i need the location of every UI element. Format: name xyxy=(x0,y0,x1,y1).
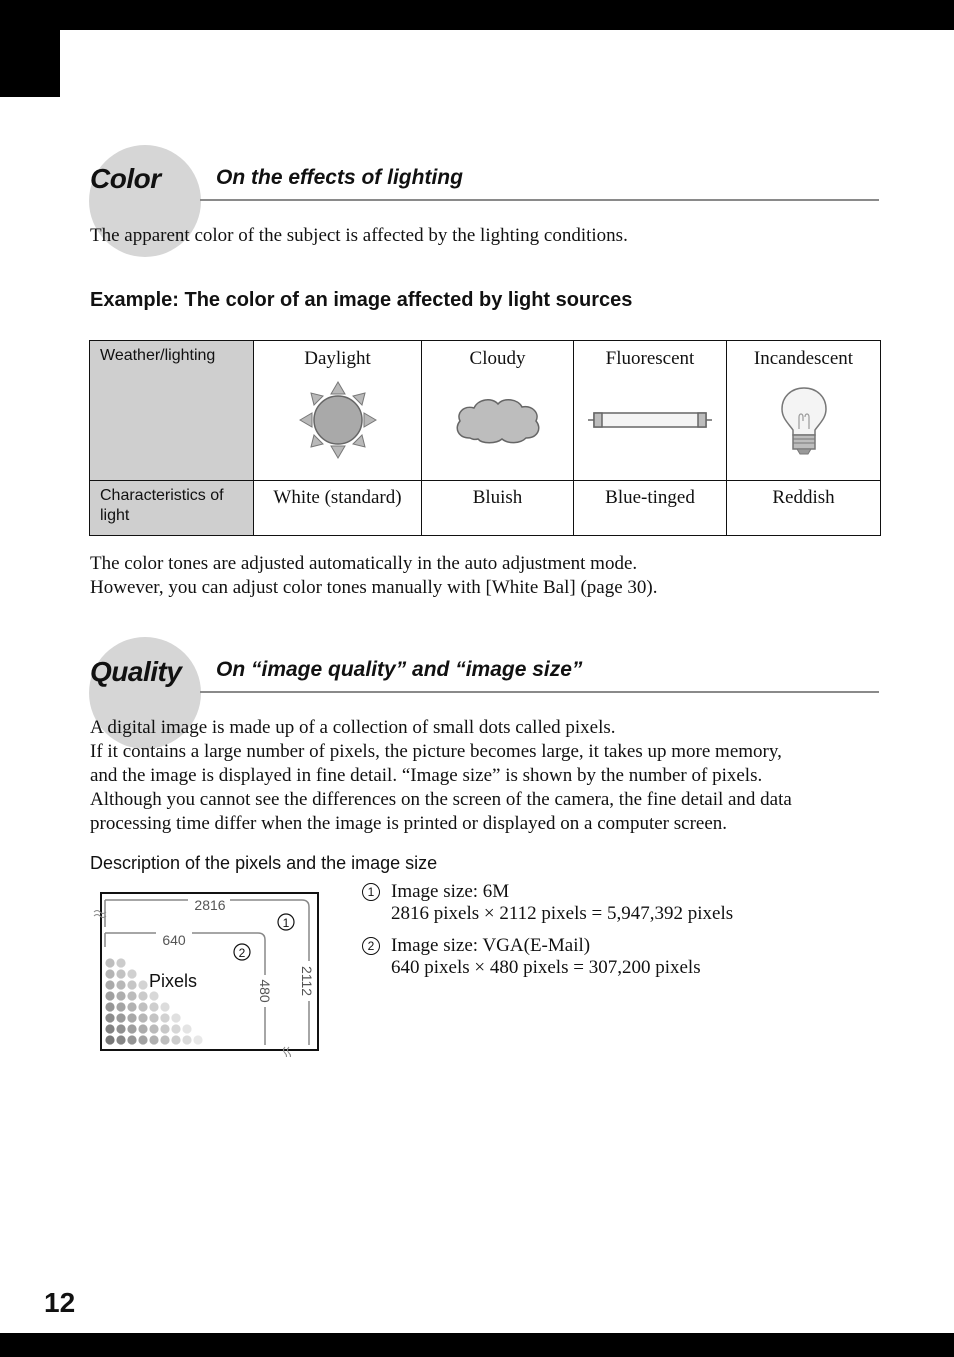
pixel-dot xyxy=(127,1002,136,1011)
pixel-dot xyxy=(149,1035,158,1044)
legend-2-line1: Image size: VGA(E-Mail) xyxy=(391,935,591,956)
height-large-label: 2112 xyxy=(299,965,315,997)
pixel-dot xyxy=(127,1013,136,1022)
daylight-label: Daylight xyxy=(304,348,371,369)
pixel-dot xyxy=(182,1035,191,1044)
pixel-dot xyxy=(116,969,125,978)
pixel-dot xyxy=(138,991,147,1000)
pixel-dot xyxy=(127,980,136,989)
daylight-column xyxy=(254,341,422,481)
quality-line4: Although you cannot see the differences on the screen of the camera, the fine detail and data xyxy=(90,789,792,810)
fluorescent-characteristic: Blue-tinged xyxy=(605,487,695,508)
pixel-dot xyxy=(127,1035,136,1044)
pixel-dot xyxy=(149,1024,158,1033)
color-intro: The apparent color of the subject is affected by the lighting conditions. xyxy=(90,225,628,246)
pixel-dot xyxy=(160,1013,169,1022)
pixel-dot xyxy=(160,1002,169,1011)
quality-paragraph xyxy=(90,716,880,836)
pixel-dot xyxy=(105,969,114,978)
color-section-rule xyxy=(200,199,879,201)
pixel-dot xyxy=(116,1013,125,1022)
light-bulb-icon xyxy=(777,385,831,455)
pixel-dot xyxy=(105,1035,114,1044)
pixel-dot xyxy=(193,1035,202,1044)
pixel-dot xyxy=(116,980,125,989)
legend-1-number: 1 xyxy=(362,883,380,901)
color-note-line2: However, you can adjust color tones manually with [White Bal] (page 30). xyxy=(90,577,658,598)
pixel-dot xyxy=(105,991,114,1000)
pixel-dot xyxy=(160,1024,169,1033)
pixel-dot xyxy=(171,1035,180,1044)
pixel-dot xyxy=(171,1024,180,1033)
incandescent-column xyxy=(727,341,881,481)
page-tab-marker xyxy=(0,30,60,97)
width-small-label: 640 xyxy=(162,932,186,948)
quality-section-title: Quality xyxy=(90,656,182,687)
pixel-dot xyxy=(138,980,147,989)
pixel-dot xyxy=(116,1002,125,1011)
lighting-table xyxy=(89,340,881,536)
diagram-title: Description of the pixels and the image size xyxy=(90,853,438,873)
pixel-dot xyxy=(160,1035,169,1044)
pixel-dot xyxy=(105,980,114,989)
pixel-dot xyxy=(138,1002,147,1011)
marker-2-label: 2 xyxy=(238,946,246,960)
pixel-dot xyxy=(105,1013,114,1022)
height-small-label: 480 xyxy=(257,979,273,1003)
incandescent-label: Incandescent xyxy=(753,348,854,369)
daylight-characteristic: White (standard) xyxy=(273,487,402,508)
quality-section-rule xyxy=(200,691,879,693)
legend-1-line2: 2816 pixels × 2112 pixels = 5,947,392 pixels xyxy=(391,903,734,924)
cloudy-label: Cloudy xyxy=(469,348,526,369)
legend-item-2 xyxy=(362,935,701,979)
incandescent-characteristic: Reddish xyxy=(772,487,835,508)
color-note xyxy=(90,552,658,600)
quality-line3: and the image is displayed in fine detail. “Image size” is shown by the number of pixels. xyxy=(90,765,763,786)
pixel-dot xyxy=(116,1024,125,1033)
pixel-dot xyxy=(149,991,158,1000)
pixel-dot xyxy=(171,1013,180,1022)
pixel-dot xyxy=(116,958,125,967)
cloud-icon xyxy=(452,394,544,446)
example-title: Example: The color of an image affected by light sources xyxy=(90,289,633,311)
legend-2-line2: 640 pixels × 480 pixels = 307,200 pixels xyxy=(391,957,701,978)
pixel-dot xyxy=(138,1024,147,1033)
pixel-dot xyxy=(127,1024,136,1033)
cloudy-column xyxy=(422,341,574,481)
pixels-label: Pixels xyxy=(149,971,198,991)
pixel-dot xyxy=(127,969,136,978)
quality-line1: A digital image is made up of a collection of small dots called pixels. xyxy=(90,717,616,738)
pixel-dot xyxy=(149,1013,158,1022)
pixel-dot xyxy=(149,1002,158,1011)
legend-1-line1: Image size: 6M xyxy=(391,881,510,902)
page-number: 12 xyxy=(44,1287,76,1318)
cloudy-characteristic: Bluish xyxy=(472,487,523,508)
quality-section-subtitle: On “image quality” and “image size” xyxy=(216,658,583,681)
width-large-label: 2816 xyxy=(194,897,226,913)
fluorescent-label: Fluorescent xyxy=(605,348,695,369)
legend-2-number: 2 xyxy=(362,937,380,955)
pixel-dot xyxy=(105,958,114,967)
top-bar xyxy=(0,0,954,30)
color-section-title: Color xyxy=(90,163,161,194)
quality-line5: processing time differ when the image is printed or displayed on a computer screen. xyxy=(90,813,728,834)
bottom-bar xyxy=(0,1333,954,1357)
weather-lighting-header: Weather/lighting xyxy=(90,341,254,481)
color-note-line1: The color tones are adjusted automatically in the auto adjustment mode. xyxy=(90,553,638,574)
fluorescent-tube-icon xyxy=(588,410,712,430)
pixel-dot xyxy=(182,1024,191,1033)
pixel-dot xyxy=(105,1002,114,1011)
pixel-dot xyxy=(105,1024,114,1033)
pixel-dot xyxy=(138,1035,147,1044)
pixel-size-diagram xyxy=(90,887,330,1057)
characteristics-header: Characteristics of light xyxy=(90,481,254,536)
pixel-dot xyxy=(138,1013,147,1022)
pixel-dot xyxy=(116,991,125,1000)
quality-line2: If it contains a large number of pixels, the picture becomes large, it takes up more memory, xyxy=(90,741,782,762)
sun-icon xyxy=(298,380,378,460)
legend-item-1 xyxy=(362,881,733,925)
marker-1-label: 1 xyxy=(282,916,290,930)
fluorescent-column xyxy=(574,341,727,481)
color-section-subtitle: On the effects of lighting xyxy=(216,166,463,189)
pixel-dot xyxy=(116,1035,125,1044)
pixel-dot xyxy=(127,991,136,1000)
